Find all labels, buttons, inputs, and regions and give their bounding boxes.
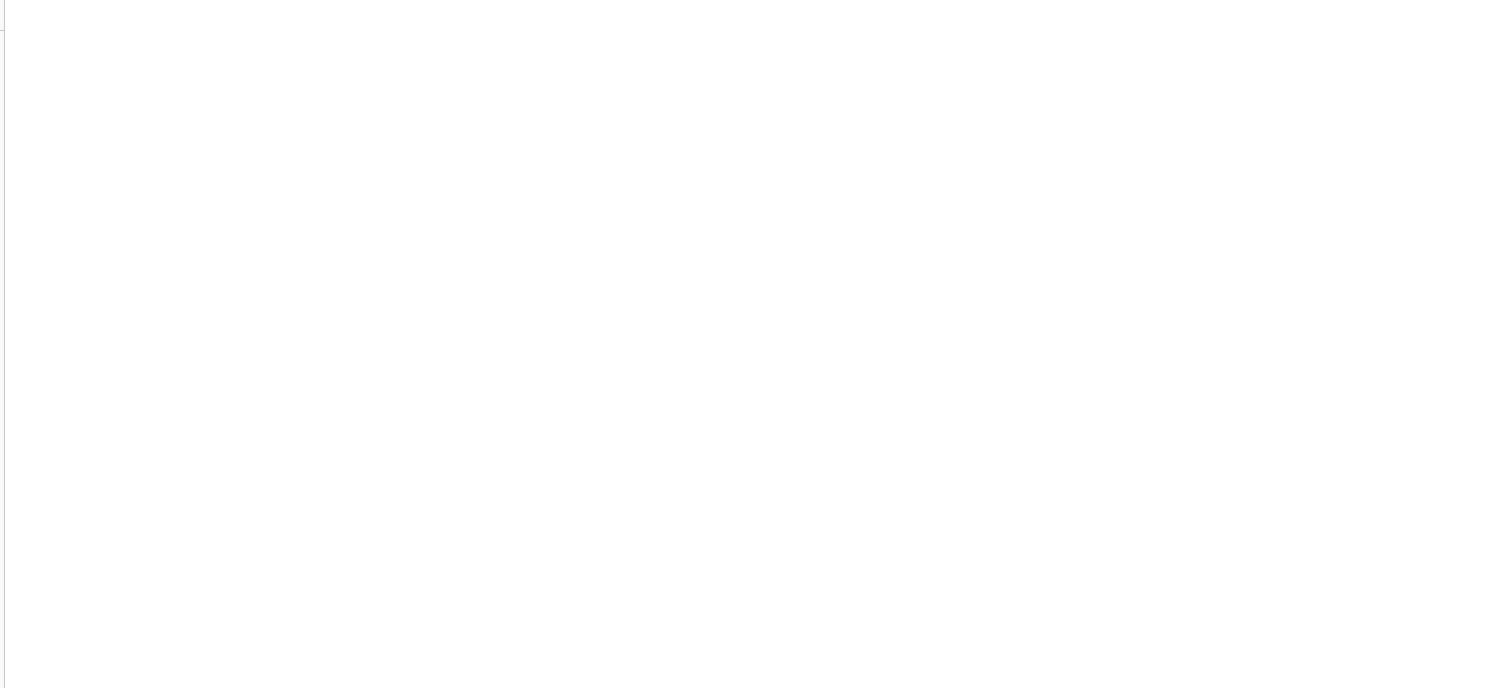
row-header-strip — [0, 31, 5, 688]
select-all-corner[interactable] — [0, 0, 5, 31]
